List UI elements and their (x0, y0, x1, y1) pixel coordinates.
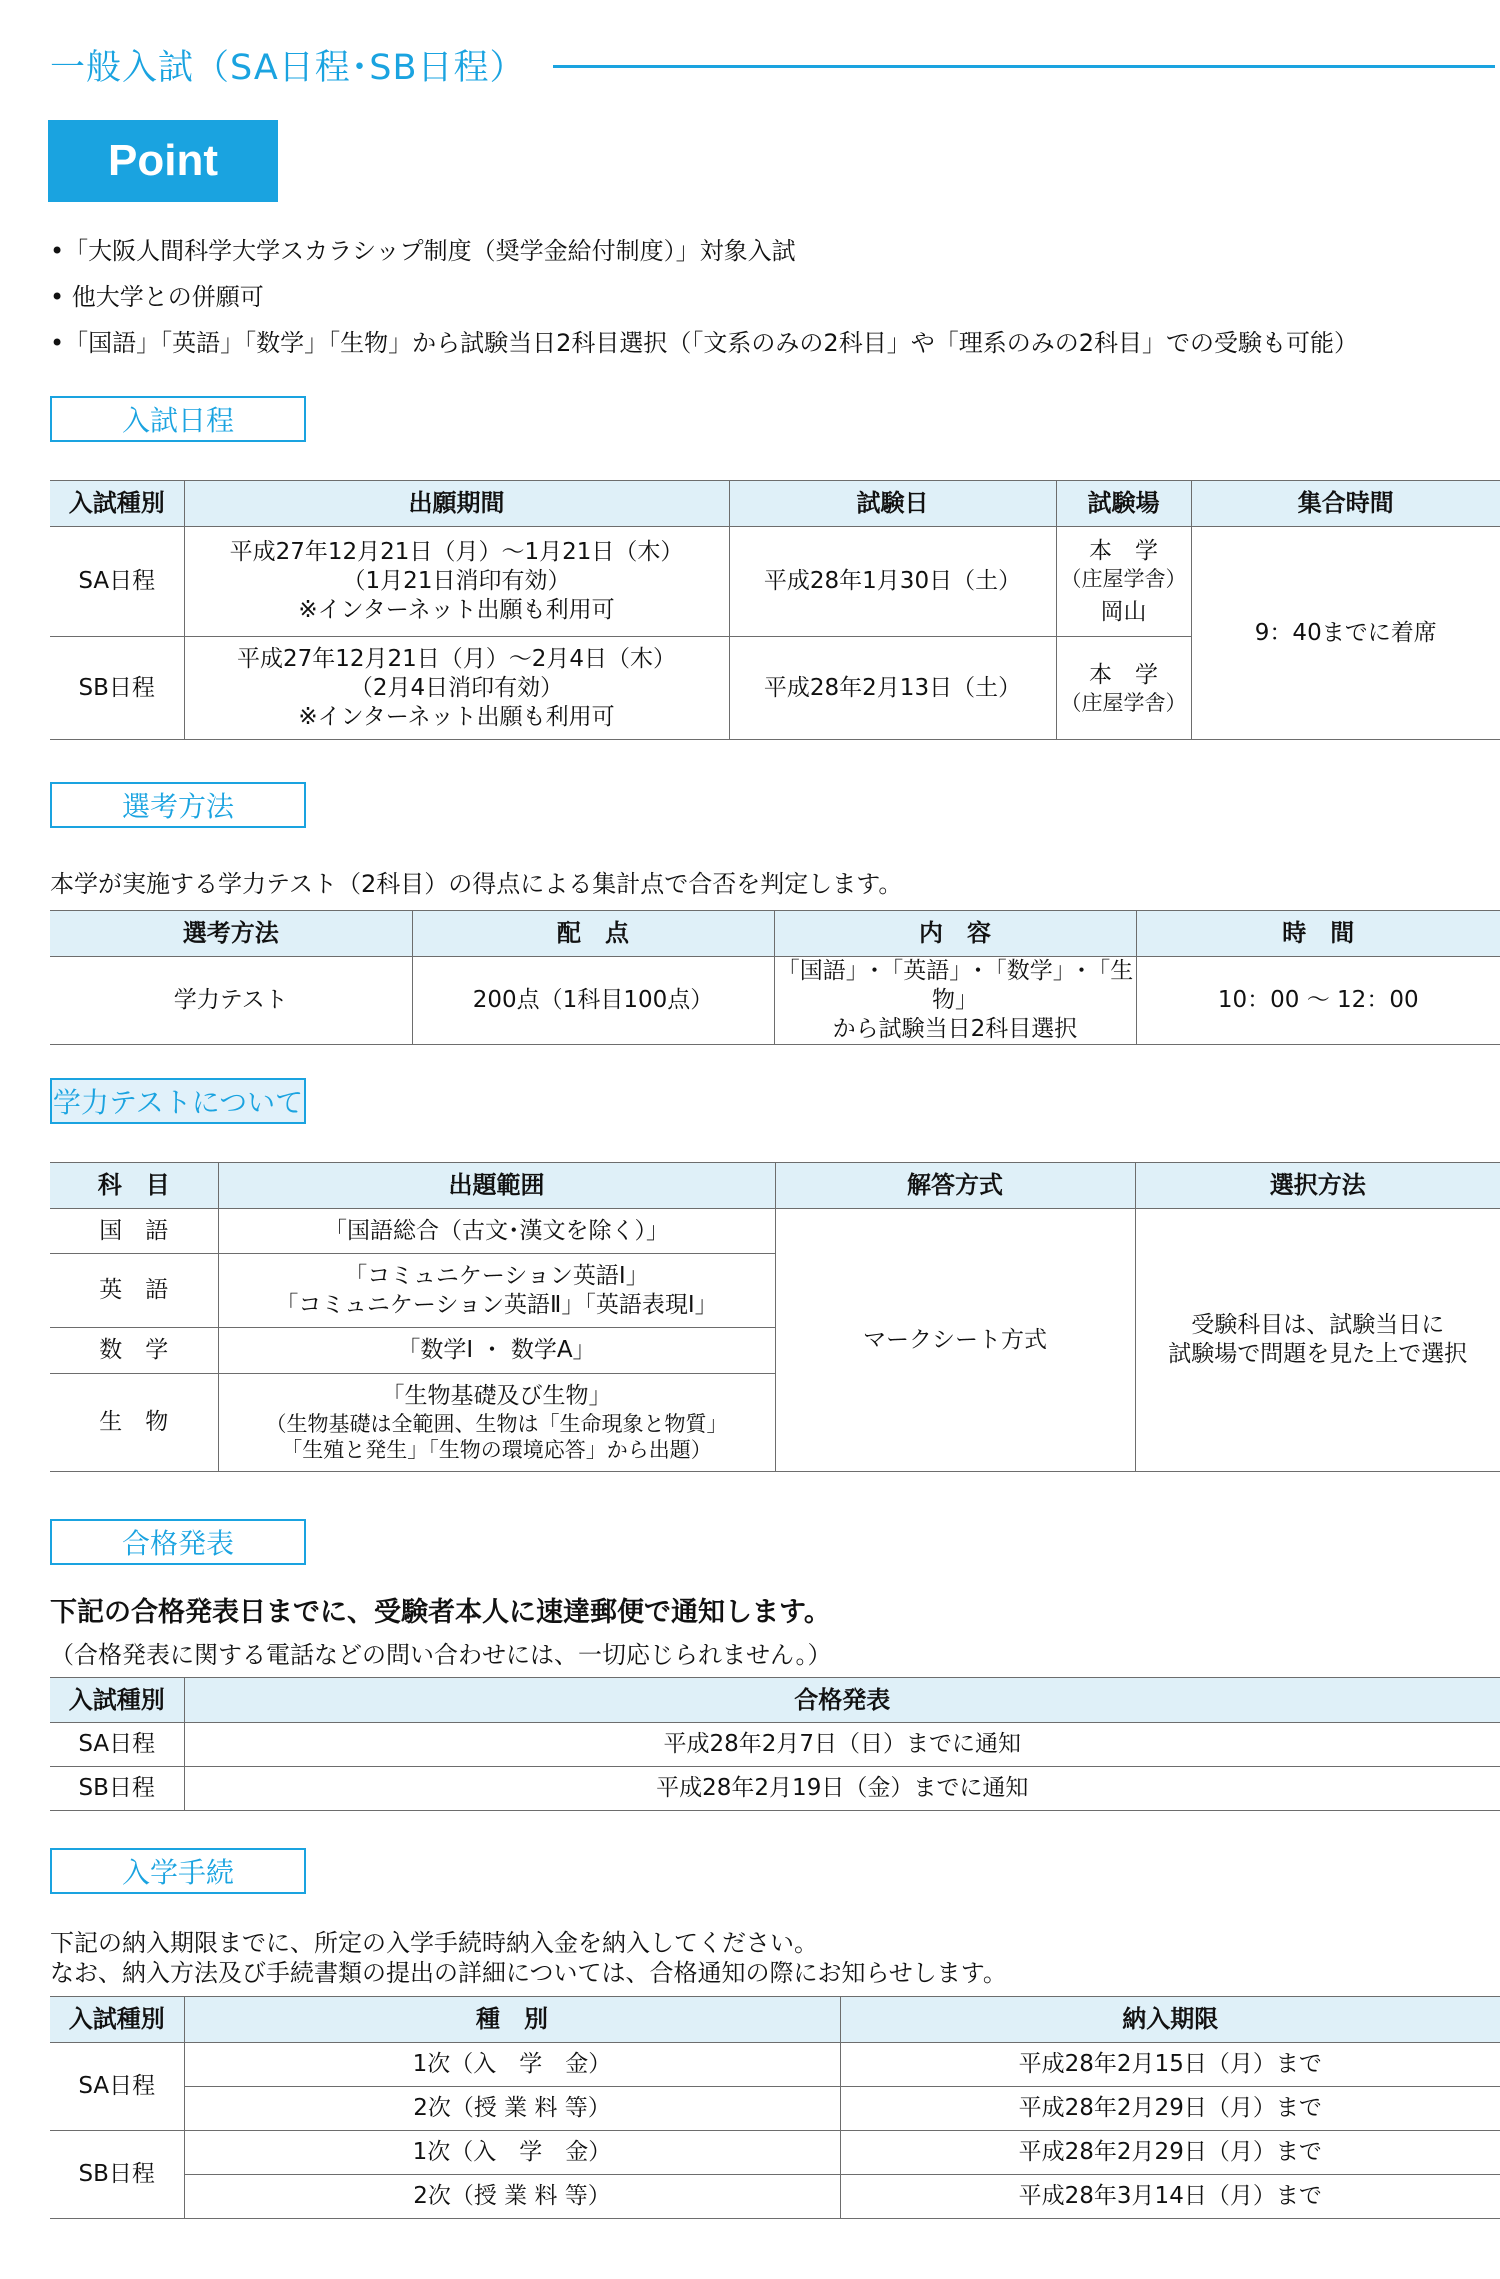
table-header: 試験場 (1056, 481, 1191, 527)
announcement-table (50, 1677, 1500, 1811)
application-period: 平成27年12月21日（月）～2月4日（木） （2月4日消印有効） ※インターネット出願も利用可 (184, 637, 729, 740)
table-header: 合格発表 (184, 1678, 1500, 1723)
payment-deadline: 平成28年2月29日（月）まで (840, 2087, 1500, 2131)
scope: 「数学Ⅰ ・ 数学A」 (218, 1328, 775, 1374)
section-label-announcement: 合格発表 (50, 1519, 306, 1565)
selection-intro: 本学が実施する学力テスト（2科目）の得点による集計点で合否を判定します。 (50, 870, 903, 898)
point-list (50, 228, 1490, 366)
table-row (50, 2043, 1500, 2087)
table-row (50, 2175, 1500, 2219)
table-header: 入試種別 (50, 481, 184, 527)
enrollment-table (50, 1996, 1500, 2219)
payment-deadline: 平成28年2月15日（月）まで (840, 2043, 1500, 2087)
exam-date: 平成28年2月13日（土） (729, 637, 1056, 740)
point-badge: Point (48, 120, 278, 202)
payment-deadline: 平成28年3月14日（月）まで (840, 2175, 1500, 2219)
selection-points: 200点（1科目100点） (412, 957, 774, 1045)
selection-method: 学力テスト (50, 957, 412, 1045)
test-table (50, 1162, 1500, 1472)
exam-date: 平成28年1月30日（土） (729, 527, 1056, 637)
payment-kind: 2次（授 業 料 等） (184, 2087, 840, 2131)
point-item: •「大阪人間科学大学スカラシップ制度（奨学金給付制度）」対象入試 (50, 237, 796, 265)
title-rule (553, 65, 1495, 68)
subject: 英 語 (50, 1254, 218, 1328)
table-header: 選考方法 (50, 911, 412, 957)
selection-content: 「国語」･「英語」･「数学」･「生物」 から試験当日2科目選択 (774, 957, 1136, 1045)
announcement-intro: 下記の合格発表日までに、受験者本人に速達郵便で通知します。 (50, 1597, 831, 1628)
table-header: 配 点 (412, 911, 774, 957)
exam-venue: 本 学 （庄屋学舎） 岡山 (1056, 527, 1191, 637)
table-header: 試験日 (729, 481, 1056, 527)
schedule-table (50, 480, 1500, 740)
table-header: 時 間 (1136, 911, 1500, 957)
announcement-date: 平成28年2月7日（日）までに通知 (184, 1723, 1500, 1767)
answer-method: マークシート方式 (775, 1209, 1135, 1472)
section-label-test: 学力テストについて (50, 1078, 306, 1124)
table-header: 科 目 (50, 1163, 218, 1209)
choice-method: 受験科目は、試験当日に 試験場で問題を見た上で選択 (1135, 1209, 1500, 1472)
scope: 「国語総合（古文･漢文を除く）」 (218, 1209, 775, 1254)
payment-kind: 2次（授 業 料 等） (184, 2175, 840, 2219)
page-title: 一般入試（SA日程･SB日程） (50, 48, 526, 88)
table-header: 出題範囲 (218, 1163, 775, 1209)
meeting-time: 9：40までに着席 (1191, 527, 1500, 740)
table-header: 解答方式 (775, 1163, 1135, 1209)
section-label-selection: 選考方法 (50, 782, 306, 828)
scope: 「生物基礎及び生物」 （生物基礎は全範囲、生物は「生命現象と物質」 「生殖と発生」「生物の環境応答」から出題） (218, 1374, 775, 1472)
table-header: 出願期間 (184, 481, 729, 527)
exam-venue: 本 学 （庄屋学舎） (1056, 637, 1191, 740)
payment-kind: 1次（入 学 金） (184, 2043, 840, 2087)
announcement-date: 平成28年2月19日（金）までに通知 (184, 1767, 1500, 1811)
announcement-note: （合格発表に関する電話などの問い合わせには、一切応じられません。） (50, 1641, 832, 1669)
table-header: 内 容 (774, 911, 1136, 957)
table-header: 集合時間 (1191, 481, 1500, 527)
scope: 「コミュニケーション英語Ⅰ」 「コミュニケーション英語Ⅱ」「英語表現Ⅰ」 (218, 1254, 775, 1328)
exam-type: SB日程 (50, 637, 184, 740)
table-header: 種 別 (184, 1997, 840, 2043)
application-period: 平成27年12月21日（月）～1月21日（木） （1月21日消印有効） ※インターネット出願も利用可 (184, 527, 729, 637)
subject: 生 物 (50, 1374, 218, 1472)
section-label-enrollment: 入学手続 (50, 1848, 306, 1894)
table-header: 入試種別 (50, 1678, 184, 1723)
table-row (50, 1767, 1500, 1811)
table-header: 選択方法 (1135, 1163, 1500, 1209)
payment-deadline: 平成28年2月29日（月）まで (840, 2131, 1500, 2175)
enrollment-intro: 下記の納入期限までに、所定の入学手続時納入金を納入してください。 なお、納入方法及び手続書類の提出の詳細については、合格通知の際にお知らせします。 (50, 1929, 1007, 1987)
selection-table (50, 910, 1500, 1045)
point-item: •「国語」「英語」「数学」「生物」から試験当日2科目選択（「文系のみの2科目」や「理系のみの2科目」での受験も可能） (50, 329, 1358, 357)
table-row (50, 1723, 1500, 1767)
point-item: • 他大学との併願可 (50, 283, 264, 311)
section-label-schedule: 入試日程 (50, 396, 306, 442)
table-row (50, 2131, 1500, 2175)
selection-time: 10：00 ～ 12：00 (1136, 957, 1500, 1045)
exam-type: SA日程 (50, 1723, 184, 1767)
exam-type: SA日程 (50, 2043, 184, 2131)
exam-type: SB日程 (50, 1767, 184, 1811)
table-header: 入試種別 (50, 1997, 184, 2043)
table-row (50, 957, 1500, 1045)
exam-type: SA日程 (50, 527, 184, 637)
subject: 数 学 (50, 1328, 218, 1374)
table-row (50, 527, 1500, 637)
exam-type: SB日程 (50, 2131, 184, 2219)
payment-kind: 1次（入 学 金） (184, 2131, 840, 2175)
table-row (50, 2087, 1500, 2131)
subject: 国 語 (50, 1209, 218, 1254)
table-row (50, 1209, 1500, 1254)
table-header: 納入期限 (840, 1997, 1500, 2043)
